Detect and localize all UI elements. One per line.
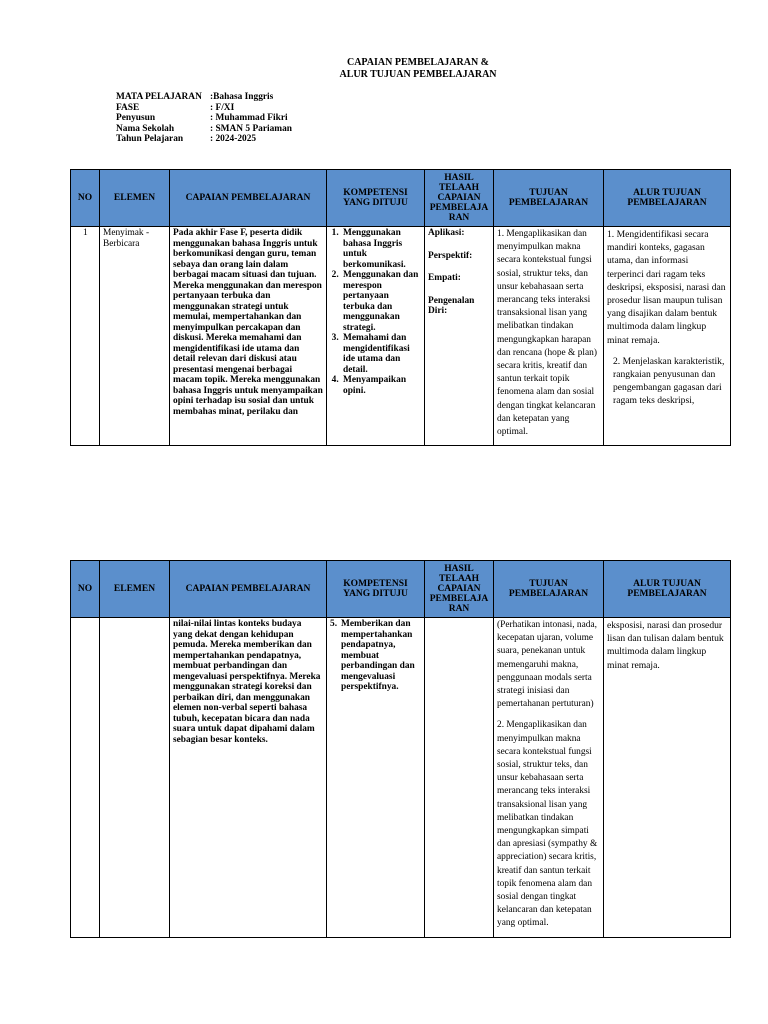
meta-row xyxy=(116,124,292,135)
elemen-cell: Menyimak - Berbicara xyxy=(100,227,170,446)
header-alur: ALUR TUJUAN PEMBELAJARAN xyxy=(604,170,731,227)
hasil-aplikasi: Aplikasi: xyxy=(428,228,465,238)
table-row xyxy=(71,618,731,938)
header-elemen: ELEMEN xyxy=(100,561,170,618)
kompetensi-item: 4. Menyampaikan opini. xyxy=(341,375,421,396)
kompetensi-cell xyxy=(327,618,425,938)
hasil-empati: Empati: xyxy=(428,273,461,283)
document-title xyxy=(0,57,768,81)
header-no: NO xyxy=(71,561,100,618)
meta-value: : Muhammad Fikri xyxy=(210,113,288,123)
row-number xyxy=(71,618,100,938)
header-tujuan: TUJUAN PEMBELAJARAN xyxy=(494,561,604,618)
meta-key: Nama Sekolah xyxy=(116,123,175,134)
header-no: NO xyxy=(71,170,100,227)
tujuan-paragraph-1: (Perhatikan intonasi, nada, kecepatan ujaran, volume suara, penekanan untuk memengaruhi makna, penggunaan modals serta strategi inisiasi dan pemertahanan pertuturan) xyxy=(497,620,597,710)
hasil-cell xyxy=(425,227,494,446)
kompetensi-item: 2. Menggunakan dan merespon pertanyaan terbuka dan menggunakan strategi. xyxy=(341,270,421,333)
meta-row xyxy=(116,103,292,114)
tujuan-paragraph-2: 2. Mengaplikasikan dan menyimpulkan makna secara kontekstual fungsi sosial, struktur teks, dan unsur kebahasaan serta merancang teks interaksi transaksional lisan yang melibatkan tindakan mengungkapkan simpati dan apresiasi (sympathy & appreciation) secara kritis, kreatif dan santun terkait topik fenomena alam dan sosial dengan tingkat kelancaran dan ketepatan yang optimal. xyxy=(497,720,598,929)
tujuan-cell xyxy=(494,618,604,938)
elemen-cell xyxy=(100,618,170,938)
hasil-perspektif: Perspektif: xyxy=(428,250,473,261)
row-number: 1 xyxy=(71,227,100,446)
alur-paragraph-2: 2. Menjelaskan karakteristik, rangkaian penyusunan dan pengembangan gagasan dari ragam teks deskripsi, xyxy=(613,355,725,407)
kompetensi-list xyxy=(330,228,421,396)
kompetensi-number: 5. xyxy=(330,619,338,629)
meta-row xyxy=(116,113,292,124)
header-hasil: HASIL TELAAH CAPAIAN PEMBELAJA RAN xyxy=(425,170,494,227)
alur-cell xyxy=(604,227,731,446)
header-kompetensi: KOMPETENSI YANG DITUJU xyxy=(327,170,425,227)
document-meta xyxy=(116,92,292,145)
tujuan-cell: 1. Mengaplikasikan dan menyimpulkan makna secara kontekstual fungsi sosial, struktur teks, dan unsur kebahasaan serta merancang teks interaksi transaksional lisan yang melibatkan tindakan mengungkapkan harapan dan rencana (hope & plan) secara kritis, kreatif dan santun terkait topik fenomena alam dan sosial dengan tingkat kelancaran dan ketepatan yang optimal. xyxy=(494,227,604,446)
alur-paragraph-1: 1. Mengidentifikasi secara mandiri konteks, gagasan utama, dan informasi terperinci dari ragam teks deskripsi, eksposisi, narasi dan prosedur lisan maupun tulisan yang disajikan dalam bentuk multimoda dalam lingkup minat remaja. xyxy=(607,229,726,346)
kompetensi-text: Memberikan dan mempertahankan pendapatnya, membuat perbandingan dan mengevaluasi perspektifnya. xyxy=(341,619,415,692)
meta-value: :Bahasa Inggris xyxy=(210,92,274,102)
meta-key: Penyusun xyxy=(116,113,156,123)
meta-key: Tahun Pelajaran xyxy=(116,134,184,144)
meta-row xyxy=(116,92,292,103)
header-kompetensi: KOMPETENSI YANG DITUJU xyxy=(327,561,425,618)
curriculum-table-1 xyxy=(70,169,731,446)
meta-row xyxy=(116,134,292,145)
meta-value: : 2024-2025 xyxy=(210,134,257,144)
table-header-row xyxy=(71,561,731,618)
table-row xyxy=(71,227,731,446)
capaian-cell: Pada akhir Fase F, peserta didik menggunakan bahasa Inggris untuk berkomunikasi dengan guru, teman sebaya dan orang lain dalam berbagai macam situasi dan tujuan. Mereka menggunakan dan merespon pertanyaan terbuka dan menggunakan strategi untuk memulai, mempertahankan dan menyimpulkan percakapan dan diskusi. Mereka memahami dan mengidentifikasi ide utama dan detail relevan dari diskusi atau presentasi mengenai berbagai macam topik. Mereka menggunakan bahasa Inggris untuk menyampaikan opini terhadap isu sosial dan untuk membahas minat, perilaku dan xyxy=(170,227,327,446)
kompetensi-item: 1. Menggunakan bahasa Inggris untuk berkomunikasi. xyxy=(341,228,421,270)
kompetensi-item: 3. Memahami dan mengidentifikasi ide utama dan detail. xyxy=(341,333,421,375)
curriculum-table-2 xyxy=(70,560,731,938)
alur-cell: eksposisi, narasi dan prosedur lisan dan tulisan dalam bentuk multimoda dalam lingkup minat remaja. xyxy=(604,618,731,938)
header-hasil: HASIL TELAAH CAPAIAN PEMBELAJA RAN xyxy=(425,561,494,618)
header-elemen: ELEMEN xyxy=(100,170,170,227)
hasil-pengenalan-diri: Pengenalan Diri: xyxy=(428,295,475,316)
capaian-cell: nilai-nilai lintas konteks budaya yang dekat dengan kehidupan pemuda. Mereka memberikan dan mempertahankan pendapatnya, membuat perbandingan dan mengevaluasi perspektifnya. Mereka menggunakan strategi koreksi dan perbaikan diri, dan menggunakan elemen non-verbal seperti bahasa tubuh, kecepatan bicara dan nada suara untuk dapat dipahami dalam sebagian besar konteks. xyxy=(170,618,327,938)
hasil-cell xyxy=(425,618,494,938)
kompetensi-item xyxy=(330,619,421,693)
meta-value: : SMAN 5 Pariaman xyxy=(210,123,293,134)
meta-value: : F/XI xyxy=(210,102,235,113)
header-capaian: CAPAIAN PEMBELAJARAN xyxy=(170,561,327,618)
title-line-2: ALUR TUJUAN PEMBELAJARAN xyxy=(339,69,497,80)
header-alur: ALUR TUJUAN PEMBELAJARAN xyxy=(604,561,731,618)
title-line-1: CAPAIAN PEMBELAJARAN & xyxy=(346,57,490,68)
kompetensi-cell xyxy=(327,227,425,446)
table-header-row xyxy=(71,170,731,227)
meta-key: MATA PELAJARAN xyxy=(116,92,202,102)
header-tujuan: TUJUAN PEMBELAJARAN xyxy=(494,170,604,227)
meta-key: FASE xyxy=(116,102,140,113)
header-capaian: CAPAIAN PEMBELAJARAN xyxy=(170,170,327,227)
